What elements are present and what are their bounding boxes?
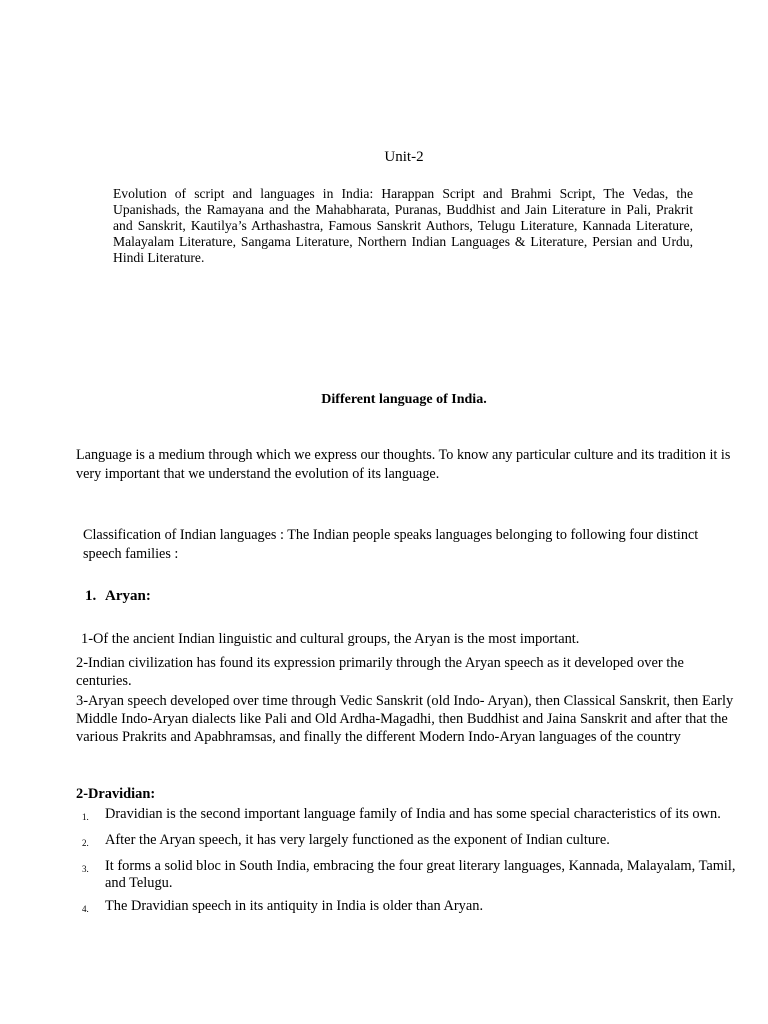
list-item (76, 898, 736, 918)
aryan-point-1: 1-Of the ancient Indian linguistic and cultural groups, the Aryan is the most important. (81, 631, 580, 647)
section-heading: Different language of India. (321, 392, 487, 407)
aryan-point-2: 2-Indian civilization has found its expression primarily through the Aryan speech as it developed over the centuries. (76, 655, 684, 689)
list-item-text: It forms a solid bloc in South India, embracing the four great literary languages, Kannada, Malayalam, Tamil, and Telugu. (105, 858, 736, 891)
list-marker: 4. (82, 904, 89, 914)
list-marker: 1. (82, 812, 89, 822)
aryan-heading-label: Aryan: (105, 588, 151, 604)
list-marker: 3. (82, 864, 89, 874)
list-marker: 2. (82, 838, 89, 848)
list-item-text: The Dravidian speech in its antiquity in India is older than Aryan. (105, 898, 484, 914)
syllabus-paragraph: Evolution of script and languages in India: Harappan Script and Brahmi Script, The Vedas, the Upanishads, the Ramayana and the Mahabharata, Puranas, Buddhist and Jain Literature in Pali, Prakrit and Sanskrit, Kautilya’s Arthashastra, Famous Sanskrit Authors, Telugu Literature, Kannada Literature, Malayalam Literature, Sangama Literature, Northern Indian Languages & Literature, Persian and Urdu, Hindi Literature. (113, 186, 693, 265)
list-item (76, 832, 736, 852)
list-item (76, 858, 736, 892)
aryan-heading-number: 1. (85, 588, 97, 604)
list-item-text: After the Aryan speech, it has very largely functioned as the exponent of Indian culture. (105, 832, 610, 848)
unit-title: Unit-2 (384, 149, 424, 165)
dravidian-heading: 2-Dravidian: (76, 786, 156, 802)
dravidian-list (76, 806, 736, 924)
list-item-text: Dravidian is the second important language family of India and has some special characteristics of its own. (105, 806, 721, 822)
intro-paragraph: Language is a medium through which we express our thoughts. To know any particular culture and its tradition it is very important that we understand the evolution of its language. (76, 447, 731, 482)
aryan-heading (85, 588, 151, 605)
classification-paragraph: Classification of Indian languages : The Indian people speaks languages belonging to following four distinct speech families : (83, 527, 699, 562)
aryan-point-3: 3-Aryan speech developed over time through Vedic Sanskrit (old Indo- Aryan), then Classical Sanskrit, then Early Middle Indo-Aryan dialects like Pali and Old Ardha-Magadhi, then Buddhist and Jaina Sanskrit and after that the various Prakrits and Apabhramsas, and finally the different Modern Indo-Aryan languages of the country (76, 693, 734, 745)
list-item (76, 806, 736, 826)
